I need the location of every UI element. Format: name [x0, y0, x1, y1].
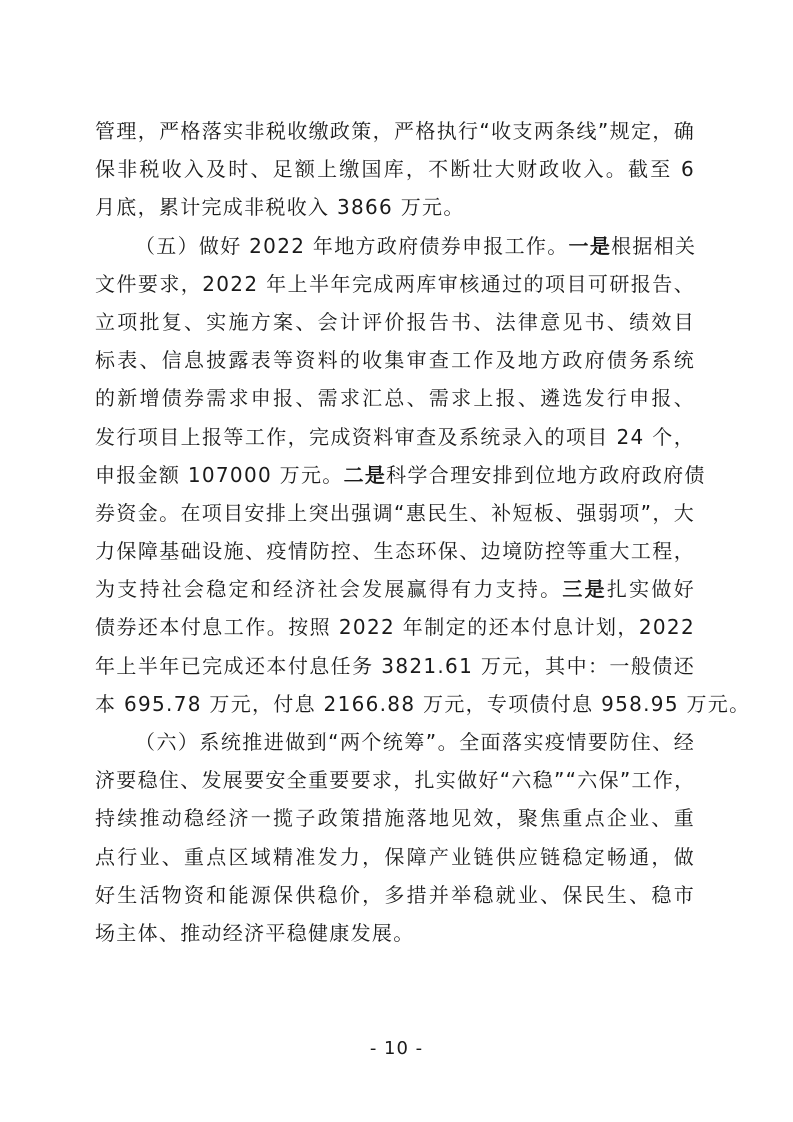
text-line [95, 456, 706, 494]
text-line: 点行业、重点区域精准发力，保障产业链供应链稳定畅通，做 [95, 844, 695, 869]
body-text [95, 112, 751, 952]
text-run: 申报金额 107000 万元。 [95, 462, 344, 487]
text-line: 力保障基础设施、疫情防控、生态环保、边境防控等重大工程， [95, 539, 695, 564]
emphasis-third: 三是 [562, 577, 607, 602]
text-line: 本 695.78 万元，付息 2166.88 万元，专项债付息 958.95 万元。 [95, 691, 751, 716]
text-line: 保非税收入及时、足额上缴国库，不断壮大财政收入。截至 6 [95, 157, 695, 182]
page-number: - 10 - [369, 1038, 424, 1059]
paragraph-non-tax-revenue [95, 112, 695, 227]
text-line: 持续推动稳经济一揽子政策措施落地见效，聚焦重点企业、重 [95, 806, 695, 831]
text-run: 根据相关 [611, 233, 697, 258]
text-line: 管理，严格落实非税收缴政策，严格执行“收支两条线”规定，确 [95, 119, 695, 143]
text-line: 济要稳住、发展要安全重要要求，扎实做好“六稳”“六保”工作， [95, 768, 696, 793]
paragraph-two-coordinations [95, 723, 695, 952]
emphasis-second: 二是 [343, 462, 387, 487]
text-line: 债券还本付息工作。按照 2022 年制定的还本付息计划，2022 [95, 615, 695, 640]
text-run: 为支持社会稳定和经济社会发展赢得有力支持。 [95, 577, 563, 602]
text-line: 年上半年已完成还本付息任务 3821.61 万元，其中：一般债还 [95, 653, 695, 678]
text-line: 的新增债券需求申报、需求汇总、需求上报、遴选发行申报、 [95, 386, 695, 411]
text-line: 标表、信息披露表等资料的收集审查工作及地方政府债务系统 [95, 348, 695, 373]
text-line: 券资金。在项目安排上突出强调“惠民生、补短板、强弱项”，大 [95, 500, 695, 525]
section-heading: （五）做好 2022 年地方政府债券申报工作。 [135, 233, 569, 258]
text-line: 发行项目上报等工作，完成资料审查及系统录入的项目 24 个， [95, 424, 695, 449]
text-run: 扎实做好 [606, 577, 695, 602]
text-line [95, 570, 695, 608]
text-line [95, 227, 695, 265]
text-line: 场主体、推动经济平稳健康发展。 [95, 920, 415, 945]
text-line: 月底，累计完成非税收入 3866 万元。 [95, 195, 465, 220]
text-line: 立项批复、实施方案、会计评价报告书、法律意见书、绩效目 [95, 309, 695, 334]
text-line: （六）系统推进做到“两个统筹”。全面落实疫情要防住、经 [135, 730, 695, 754]
text-line: 好生活物资和能源保供稳价，多措并举稳就业、保民生、稳市 [95, 882, 695, 907]
text-line: 文件要求，2022 年上半年完成两库审核通过的项目可研报告、 [95, 271, 695, 296]
emphasis-first: 一是 [568, 233, 612, 258]
text-run: 科学合理安排到位地方政府政府债 [386, 462, 706, 487]
paragraph-bond-declaration [95, 227, 751, 723]
